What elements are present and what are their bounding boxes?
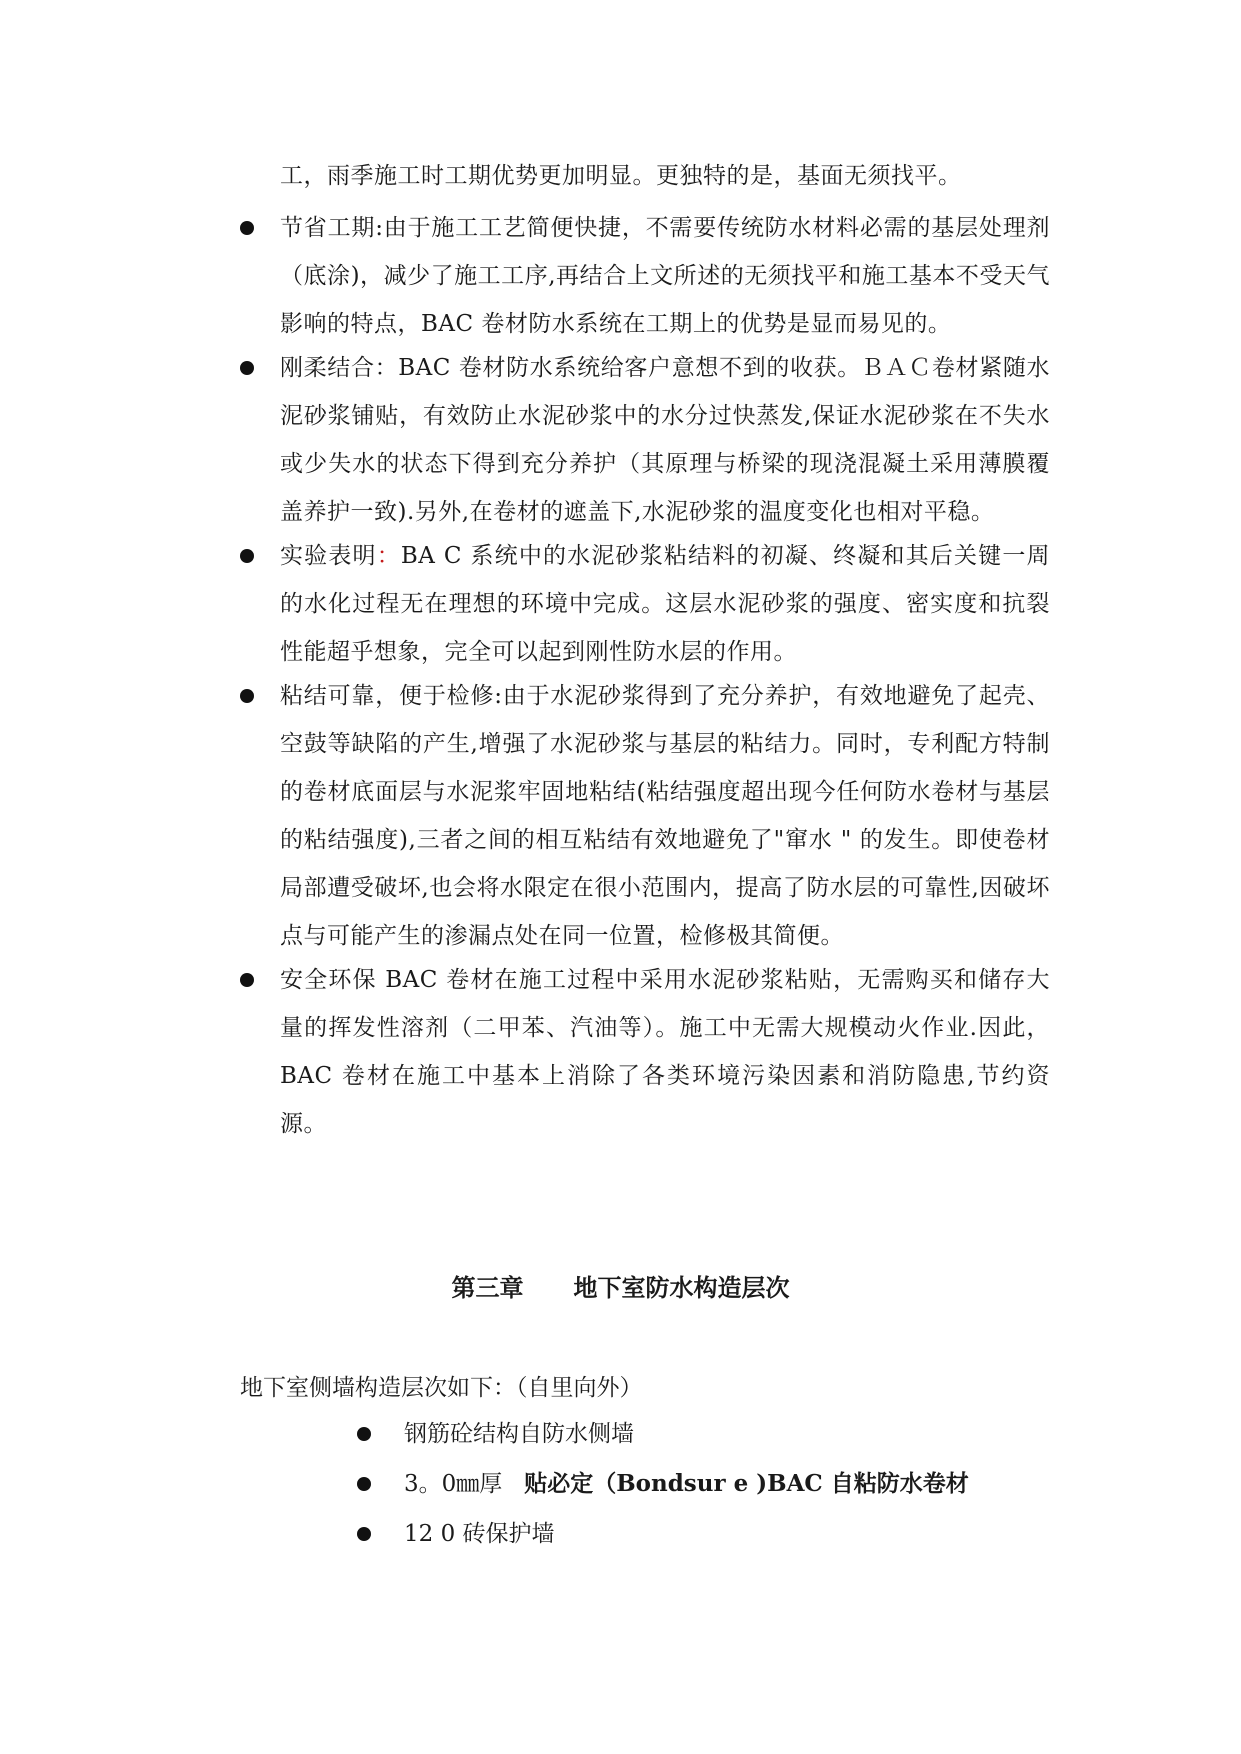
layer-text: [404, 1464, 969, 1504]
list-item-text: 节省工期:由于施工工艺简便快捷，不需要传统防水材料必需的基层处理剂（底涂)，减少了施工工序,再结合上文所述的无须找平和施工基本不受天气影响的特点，BAC 卷材防水系统在工期上的优势是显而易见的。: [280, 215, 1050, 337]
list-item-text: 刚柔结合：BAC 卷材防水系统给客户意想不到的收获。ＢＡＣ卷材紧随水泥砂浆铺贴，有效防止水泥砂浆中的水分过快蒸发,保证水泥砂浆在不失水或少失水的状态下得到充分养护（其原理与桥梁的现浇混凝土采用薄膜覆盖养护一致).另外,在卷材的遮盖下,水泥砂浆的温度变化也相对平稳。: [280, 355, 1050, 525]
layer-prefix: 3。0㎜厚: [404, 1471, 503, 1497]
list-item-experiment: [0, 532, 1241, 676]
layer-list: [0, 1414, 1241, 1564]
bullet-icon: [240, 689, 254, 703]
list-item-rigid-flexible: [0, 344, 1241, 536]
list-item-text: [280, 532, 1050, 676]
bullet-icon: [240, 361, 254, 375]
bullet-icon: [357, 1477, 371, 1491]
bullet-icon: [357, 1527, 371, 1541]
layer-item: [0, 1514, 1241, 1564]
layer-item: [0, 1464, 1241, 1514]
list-item-bonding: [0, 672, 1241, 960]
feature-list: [0, 204, 1241, 1148]
bullet-icon: [240, 973, 254, 987]
bullet-icon: [357, 1427, 371, 1441]
list-item-colon: ：: [376, 543, 401, 569]
bullet-icon: [240, 549, 254, 563]
layers-intro: 地下室侧墙构造层次如下：（自里向外）: [240, 1375, 643, 1401]
paragraph-continuation: 工，雨季施工时工期优势更加明显。更独特的是，基面无须找平。: [280, 163, 962, 189]
chapter-number: 第三章: [451, 1273, 524, 1302]
chapter-title: 地下室防水构造层次: [573, 1273, 790, 1302]
layer-bold-text: 贴必定（Bondsur e )BAC 自粘防水卷材: [524, 1470, 969, 1497]
list-item-save-time: [0, 204, 1241, 348]
list-item-safety: [0, 956, 1241, 1148]
layer-text: 钢筋砼结构自防水侧墙: [404, 1421, 634, 1447]
list-item-body: BA C 系统中的水泥砂浆粘结料的初凝、终凝和其后关键一周的水化过程无在理想的环境中完成。这层水泥砂浆的强度、密实度和抗裂性能超乎想象，完全可以起到刚性防水层的作用。: [280, 543, 1051, 665]
chapter-heading: [0, 1268, 1241, 1308]
layer-item: [0, 1414, 1241, 1464]
list-item-text: 粘结可靠，便于检修:由于水泥砂浆得到了充分养护，有效地避免了起壳、空鼓等缺陷的产生,增强了水泥砂浆与基层的粘结力。同时，专利配方特制的卷材底面层与水泥浆牢固地粘结(粘结强度超出现今任何防水卷材与基层的粘结强度),三者之间的相互粘结有效地避免了"窜水 " 的发生。即使卷材局部遭受破坏,也会将水限定在很小范围内，提高了防水层的可靠性,因破坏点与可能产生的渗漏点处在同一位置，检修极其简便。: [280, 683, 1050, 949]
layer-text: 12 0 砖保护墙: [404, 1521, 555, 1547]
list-item-text: 安全环保 BAC 卷材在施工过程中采用水泥砂浆粘贴，无需购买和储存大量的挥发性溶剂（二甲苯、汽油等）。施工中无需大规模动火作业.因此，BAC 卷材在施工中基本上消除了各类环境污染因素和消防隐患,节约资源。: [280, 967, 1050, 1137]
bullet-icon: [240, 221, 254, 235]
list-item-label: 实验表明: [280, 543, 377, 569]
